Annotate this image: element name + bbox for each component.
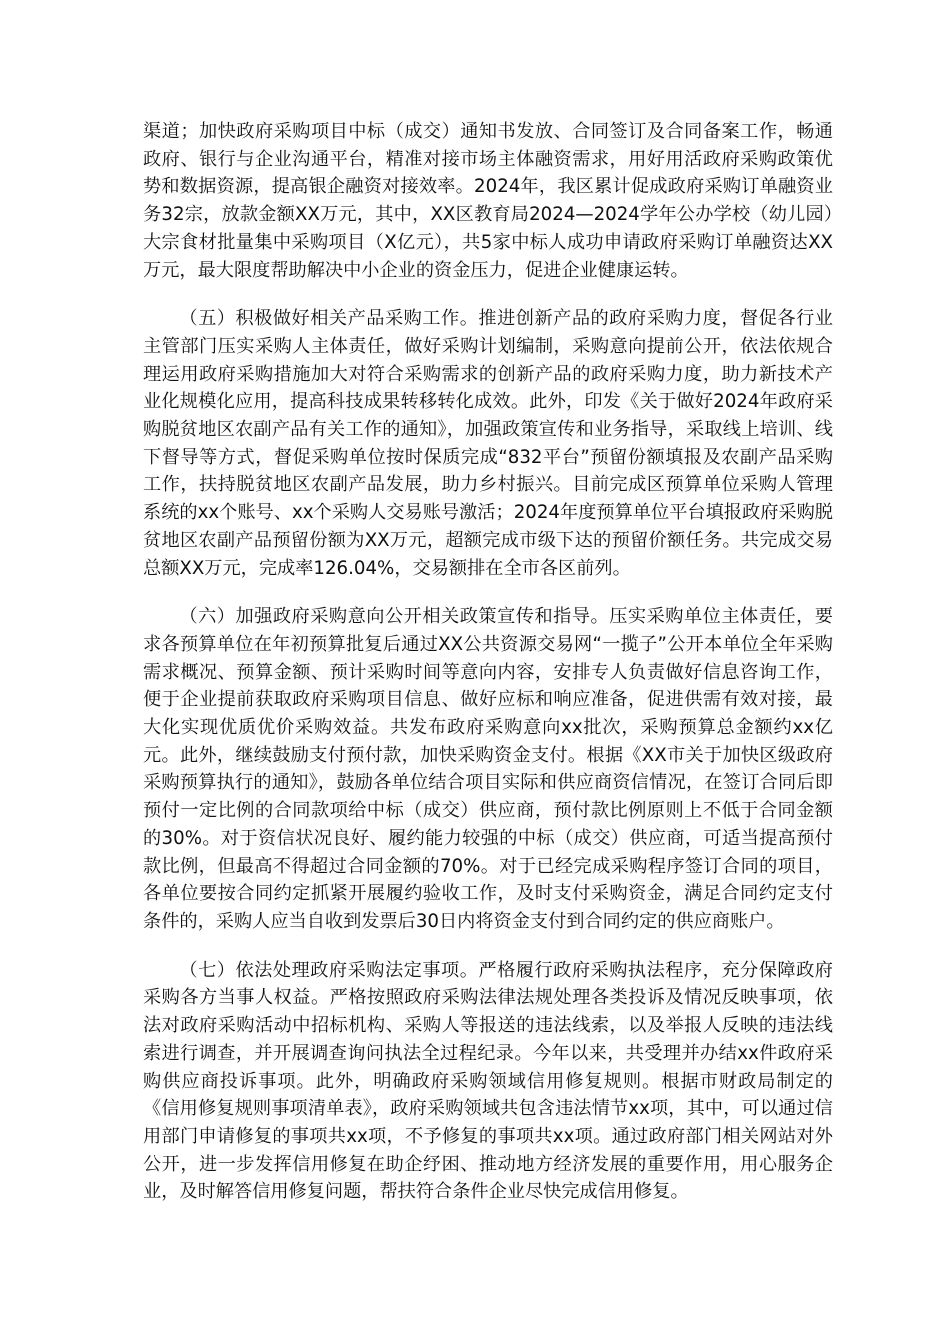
- paragraph-section-7: （七）依法处理政府采购法定事项。严格履行政府采购执法程序，充分保障政府采购各方当事人权益。严格按照政府采购法律法规处理各类投诉及情况反映事项，依法对政府采购活动中招标机构、采购人等报送的违法线索，以及举报人反映的违法线索进行调查，并开展调查询问执法全过程纪录。今年以来，共受理并办结xx件政府采购供应商投诉事项。此外，明确政府采购领域信用修复规则。根据市财政局制定的《信用修复规则事项清单表》，政府采购领域共包含违法情节xx项，其中，可以通过信用部门申请修复的事项共xx项，不予修复的事项共xx项。通过政府部门相关网站对外公开，进一步发挥信用修复在助企纾困、推动地方经济发展的重要作用，用心服务企业，及时解答信用修复问题，帮扶符合条件企业尽快完成信用修复。: [143, 959, 833, 1203]
- document-body: [143, 118, 833, 1227]
- paragraph-section-5: （五）积极做好相关产品采购工作。推进创新产品的政府采购力度，督促各行业主管部门压实采购人主体责任，做好采购计划编制，采购意向提前公开，依法依规合理运用政府采购措施加大对符合采购需求的创新产品的政府采购力度，助力新技术产业化规模化应用，提高科技成果转移转化成效。此外，印发《关于做好2024年政府采购脱贫地区农副产品有关工作的通知》，加强政策宣传和业务指导，采取线上培训、线下督导等方式，督促采购单位按时保质完成“832平台”预留份额填报及农副产品采购工作，扶持脱贫地区农副产品发展，助力乡村振兴。目前完成区预算单位采购人管理系统的xx个账号、xx个采购人交易账号激活；2024年度预算单位平台填报政府采购脱贫地区农副产品预留份额为XX万元，超额完成市级下达的预留价额任务。共完成交易总额XX万元，完成率126.04%，交易额排在全市各区前列。: [143, 308, 833, 579]
- paragraph-section-6: （六）加强政府采购意向公开相关政策宣传和指导。压实采购单位主体责任，要求各预算单位在年初预算批复后通过XX公共资源交易网“一揽子”公开本单位全年采购需求概况、预算金额、预计采购时间等意向内容，安排专人负责做好信息咨询工作，便于企业提前获取政府采购项目信息、做好应标和响应准备，促进供需有效对接，最大化实现优质优价采购效益。共发布政府采购意向xx批次，采购预算总金额约xx亿元。此外，继续鼓励支付预付款，加快采购资金支付。根据《XX市关于加快区级政府采购预算执行的通知》，鼓励各单位结合项目实际和供应商资信情况，在签订合同后即预付一定比例的合同款项给中标（成交）供应商，预付款比例原则上不低于合同金额的30%。对于资信状况良好、履约能力较强的中标（成交）供应商，可适当提高预付款比例，但最高不得超过合同金额的70%。对于已经完成采购程序签订合同的项目，各单位要按合同约定抓紧开展履约验收工作，及时支付采购资金，满足合同约定支付条件的，采购人应当自收到发票后30日内将资金支付到合同约定的供应商账户。: [143, 606, 833, 932]
- paragraph-financing-channel: 渠道；加快政府采购项目中标（成交）通知书发放、合同签订及合同备案工作，畅通政府、银行与企业沟通平台，精准对接市场主体融资需求，用好用活政府采购政策优势和数据资源，提高银企融资对接效率。2024年，我区累计促成政府采购订单融资业务32宗，放款金额XX万元，其中，XX区教育局2024—2024学年公办学校（幼儿园）大宗食材批量集中采购项目（X亿元），共5家中标人成功申请政府采购订单融资达XX万元，最大限度帮助解决中小企业的资金压力，促进企业健康运转。: [143, 121, 833, 281]
